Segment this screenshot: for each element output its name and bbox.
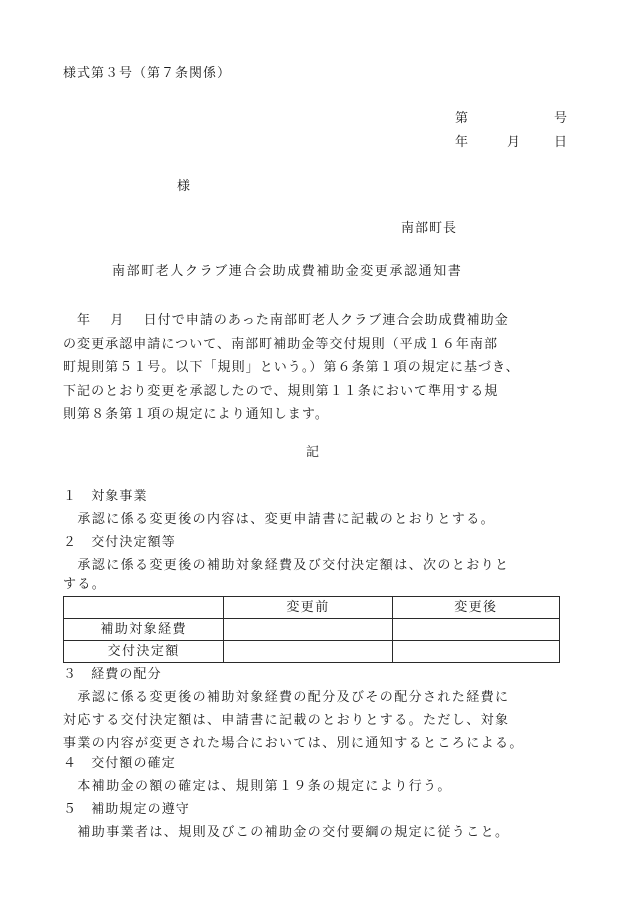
- table-header-row: [64, 597, 560, 619]
- table-header-cell: 変更前: [224, 597, 392, 619]
- number-prefix: 第: [455, 111, 469, 126]
- section-heading-2: ２ 交付決定額等: [63, 535, 176, 550]
- section-heading-4: ４ 交付額の確定: [63, 756, 176, 771]
- amount-table: [63, 596, 560, 663]
- date-month: 月: [507, 135, 521, 150]
- table-row: [64, 641, 560, 663]
- table-cell: 補助対象経費: [64, 619, 224, 641]
- body-line: 則第８条第１項の規定により通知します。: [63, 407, 329, 422]
- body-line: 町規則第５１号。以下「規則」という。）第６条第１項の規定に基づき、: [63, 360, 520, 375]
- table-cell: [392, 619, 559, 641]
- table-row: [64, 619, 560, 641]
- section-2-line: 承認に係る変更後の補助対象経費及び交付決定額は、次のとおりと: [63, 558, 510, 573]
- section-heading-1: １ 対象事業: [63, 489, 148, 504]
- ki-heading: 記: [306, 445, 320, 460]
- section-3-line: 承認に係る変更後の補助対象経費の配分及びその配分された経費に: [63, 690, 510, 705]
- number-suffix: 号: [553, 111, 567, 126]
- body-line: 年 月 日付で申請のあった南部町老人クラブ連合会助成費補助金: [63, 313, 509, 328]
- section-heading-5: ５ 補助規定の遵守: [63, 802, 190, 817]
- table-cell: 交付決定額: [64, 641, 224, 663]
- addressee: 様: [177, 179, 191, 194]
- table-header-cell: [64, 597, 224, 619]
- table-cell: [224, 641, 392, 663]
- table-header-cell: 変更後: [392, 597, 559, 619]
- body-line: の変更承認申請について、南部町補助金等交付規則（平成１６年南部: [63, 336, 499, 352]
- table-cell: [224, 619, 392, 641]
- section-3-line: 事業の内容が変更された場合においては、別に通知するところによる。: [63, 736, 524, 751]
- document-title: 南部町老人クラブ連合会助成費補助金変更承認通知書: [112, 264, 463, 279]
- body-paragraph: [63, 309, 566, 427]
- date-year: 年: [455, 135, 469, 150]
- section-2-line: する。: [63, 577, 107, 592]
- section-5-line: 補助事業者は、規則及びこの補助金の交付要綱の規定に従うこと。: [63, 825, 510, 840]
- form-number: 様式第３号（第７条関係）: [63, 66, 232, 81]
- sender: 南部町長: [401, 221, 458, 236]
- section-heading-3: ３ 経費の配分: [63, 667, 162, 682]
- section-4-line: 本補助金の額の確定は、規則第１９条の規定により行う。: [63, 779, 452, 794]
- table-cell: [392, 641, 559, 663]
- section-3-line: 対応する交付決定額は、申請書に記載のとおりとする。ただし、対象: [63, 713, 510, 728]
- section-1-line: 承認に係る変更後の内容は、変更申請書に記載のとおりとする。: [63, 512, 496, 527]
- body-line: 下記のとおり変更を承認したので、規則第１１条において準用する規: [63, 383, 499, 399]
- date-day: 日: [553, 135, 567, 150]
